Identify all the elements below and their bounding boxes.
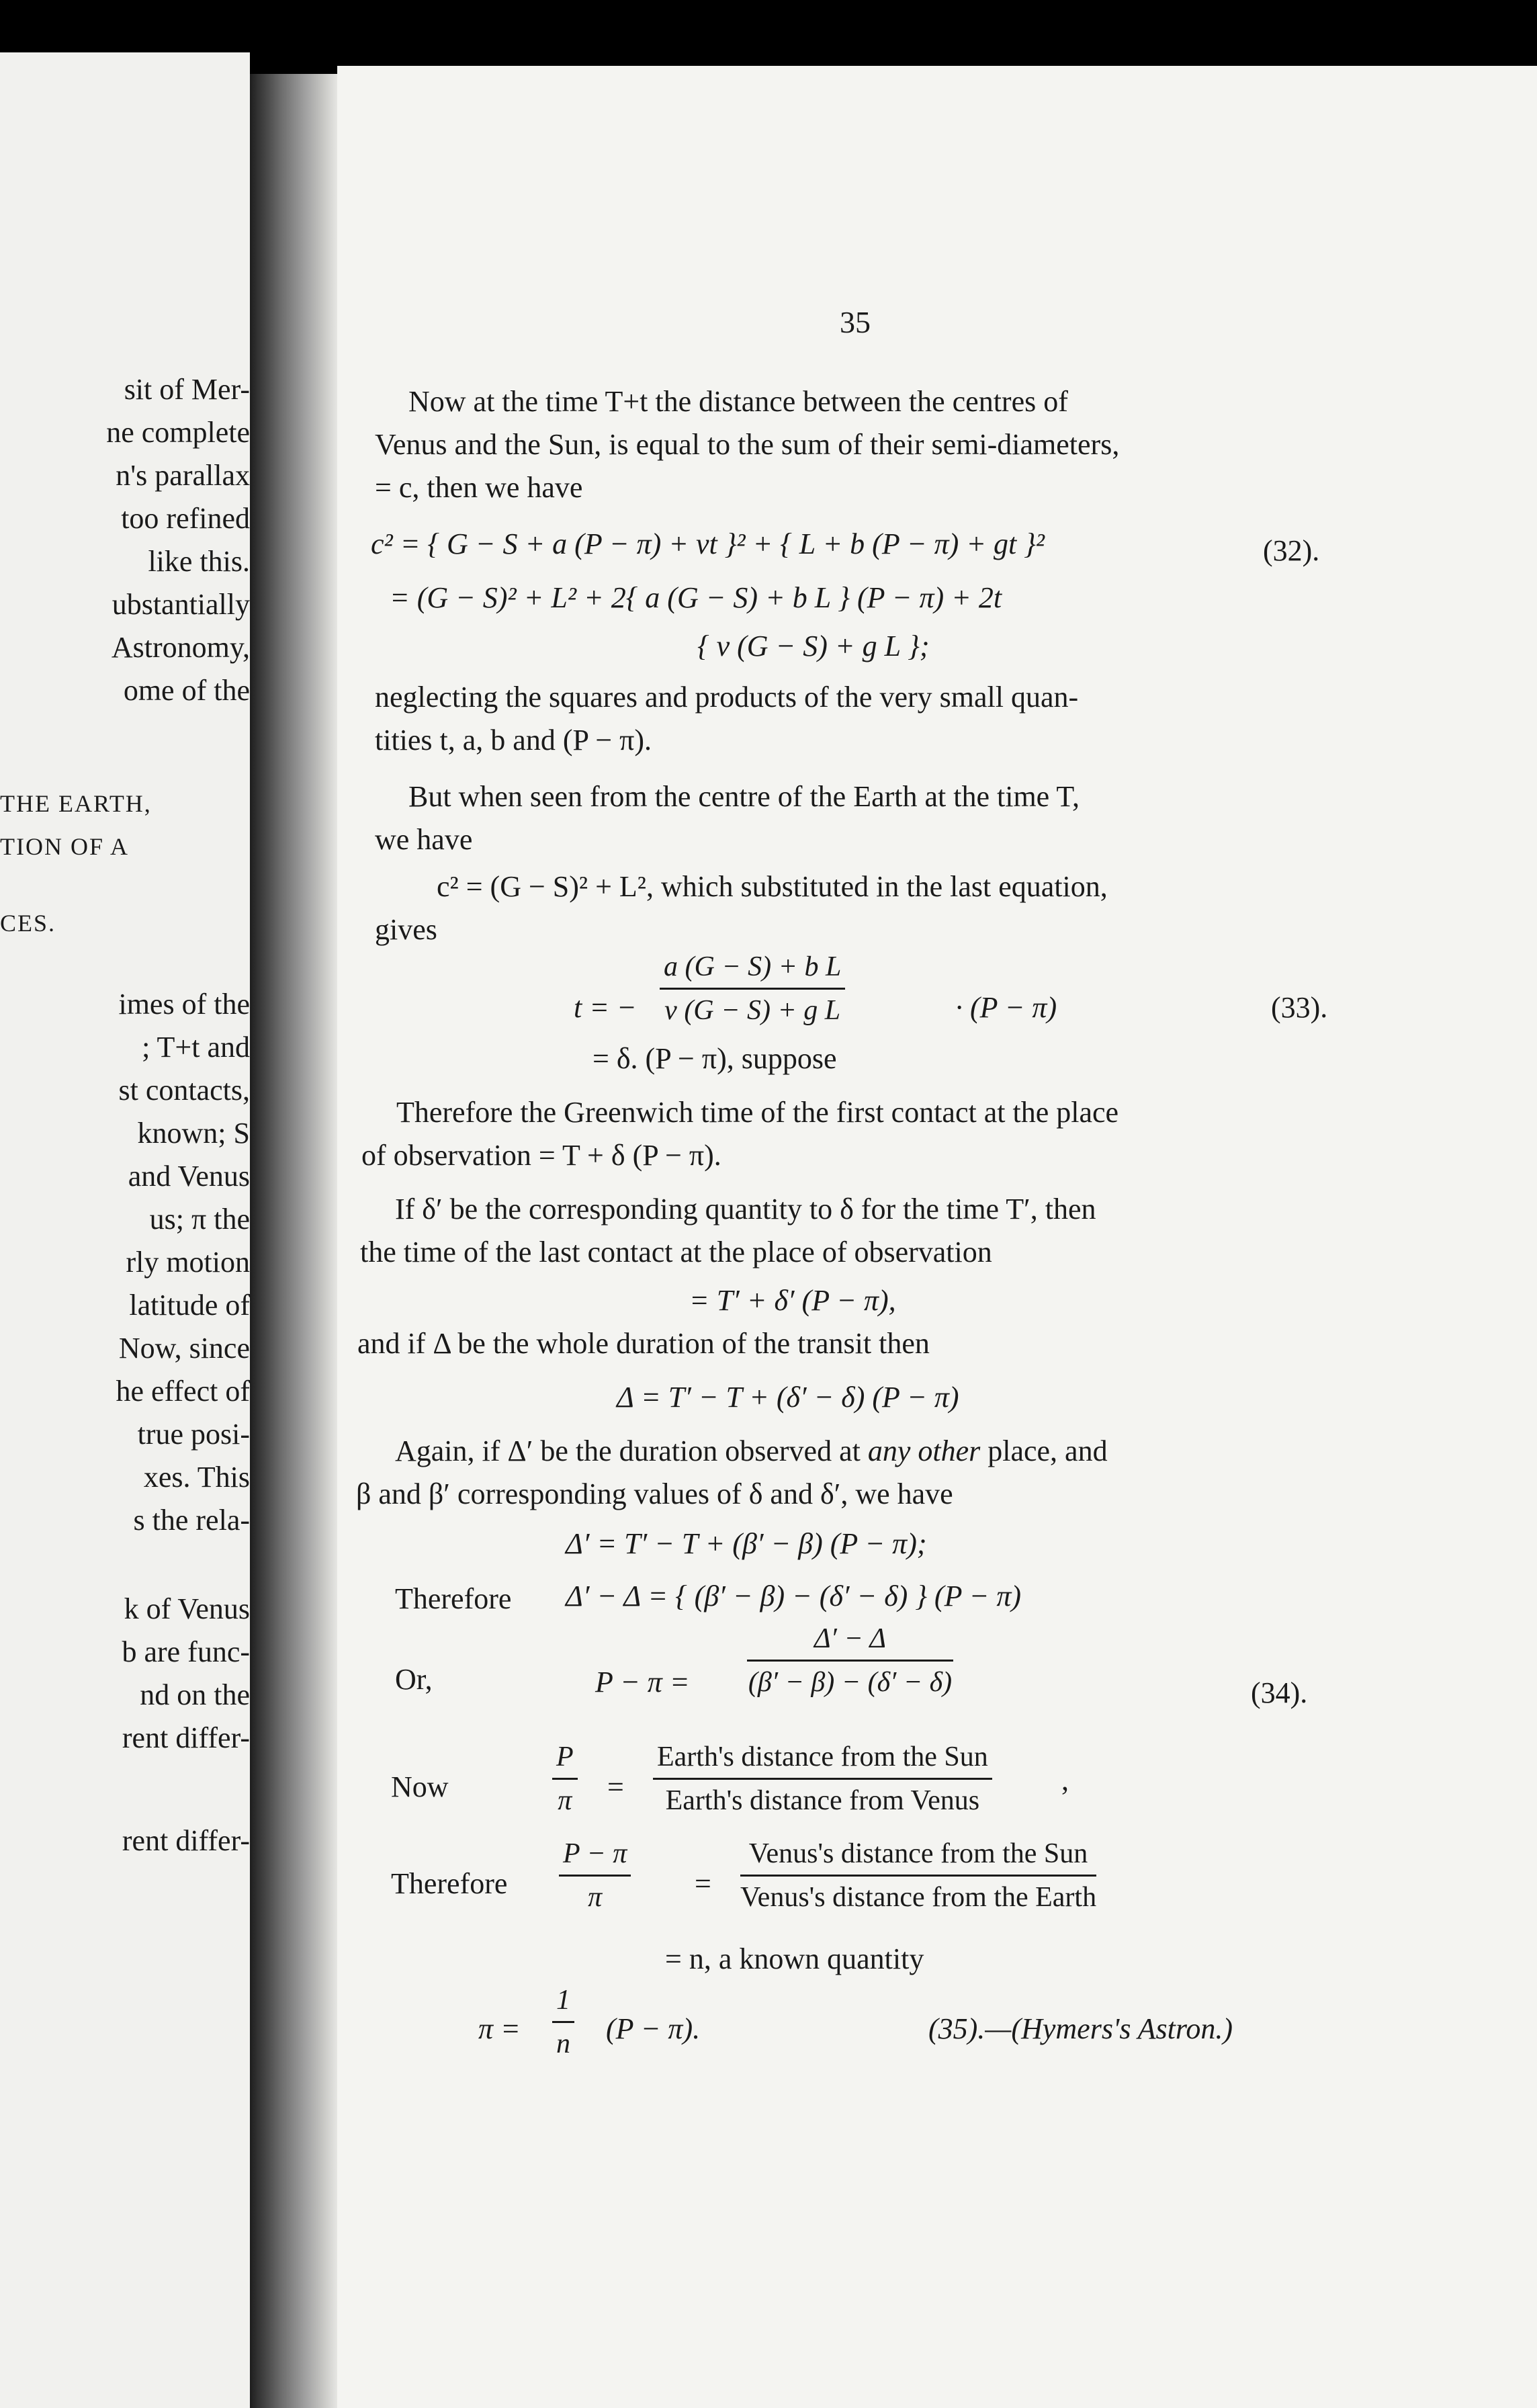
- left-line: s the rela-: [133, 1504, 250, 1537]
- fraction-numerator: P − π: [559, 1840, 631, 1877]
- left-line: n's parallax: [116, 459, 250, 492]
- equation-32-line-1: c² = { G − S + a (P − π) + vt }² + { L + b (P − π) + gt }²: [371, 527, 1045, 560]
- text-line: gives: [375, 913, 437, 946]
- left-line: nd on the: [140, 1678, 250, 1711]
- text-span: Again, if Δ′ be the duration observed at: [395, 1434, 868, 1467]
- equation-34-lhs: P − π =: [595, 1666, 690, 1698]
- text-line: we have: [375, 823, 473, 856]
- text-line: [395, 1436, 1108, 1466]
- text-label: Or,: [395, 1663, 433, 1696]
- fraction-denominator: Venus's distance from the Earth: [740, 1882, 1097, 1913]
- left-line: Now, since: [118, 1332, 250, 1365]
- fraction-denominator: n: [556, 2028, 570, 2059]
- equals-sign: =: [695, 1867, 711, 1900]
- left-line: and Venus: [128, 1160, 250, 1193]
- equation-35-fraction: [552, 1986, 574, 2058]
- left-heading-line: CES.: [0, 910, 56, 937]
- left-line: xes. This: [143, 1461, 250, 1494]
- book-gutter: [250, 74, 337, 2408]
- now-fraction: [552, 1743, 578, 1815]
- left-heading-line: TION OF A: [0, 833, 130, 860]
- left-line: Astronomy,: [111, 631, 250, 664]
- emphasis-text: any other: [867, 1434, 981, 1467]
- left-line: k of Venus: [124, 1592, 250, 1625]
- equation-difference: Δ′ − Δ = { (β′ − β) − (δ′ − δ) } (P − π): [566, 1580, 1022, 1612]
- fraction-denominator: π: [558, 1785, 572, 1816]
- equation-tag-33: (33).: [1271, 991, 1328, 1024]
- therefore-fraction: [559, 1840, 631, 1911]
- left-heading-line: THE EARTH,: [0, 790, 152, 817]
- text-line: Venus and the Sun, is equal to the sum of their semi-diameters,: [375, 428, 1120, 461]
- left-line: true posi-: [137, 1418, 250, 1451]
- fraction-numerator: a (G − S) + b L: [660, 953, 845, 990]
- equation-tag-35-citation: (35).—(Hymers's Astron.): [928, 2012, 1233, 2045]
- left-line: imes of the: [118, 988, 250, 1021]
- fraction-numerator: Venus's distance from the Sun: [740, 1840, 1096, 1877]
- left-line: rly motion: [126, 1246, 250, 1279]
- equation-33-rhs: · (P − π): [955, 991, 1057, 1024]
- text-line: β and β′ corresponding values of δ and δ′, we have: [356, 1477, 953, 1510]
- left-line: sit of Mer-: [124, 373, 250, 406]
- left-page: [0, 52, 250, 2408]
- equation-34-fraction: [747, 1625, 953, 1696]
- text-span: place, and: [980, 1434, 1108, 1467]
- fraction-numerator: 1: [552, 1986, 574, 2023]
- fraction-denominator: (β′ − β) − (δ′ − δ): [748, 1667, 953, 1698]
- equals-sign: =: [607, 1770, 624, 1803]
- equation-33-line-2: = δ. (P − π), suppose: [592, 1042, 837, 1075]
- equation-last-contact: = T′ + δ′ (P − π),: [689, 1284, 896, 1317]
- fraction-numerator: P: [552, 1743, 578, 1780]
- fraction-numerator: Earth's distance from the Sun: [653, 1743, 992, 1780]
- left-line: rent differ-: [122, 1721, 250, 1754]
- equation-duration: Δ = T′ − T + (δ′ − δ) (P − π): [617, 1381, 959, 1414]
- text-line: of observation = T + δ (P − π).: [361, 1139, 721, 1172]
- fraction-denominator: Earth's distance from Venus: [665, 1785, 980, 1816]
- left-line: ne complete: [106, 416, 250, 449]
- text-line: Now at the time T+t the distance between the centres of: [408, 385, 1068, 418]
- text-line: = c, then we have: [375, 471, 583, 504]
- equation-c-squared: c² = (G − S)² + L², which substituted in the last equation,: [437, 870, 1108, 903]
- fraction-numerator: Δ′ − Δ: [747, 1625, 953, 1662]
- text-line: But when seen from the centre of the Earth at the time T,: [408, 780, 1080, 813]
- text-line: neglecting the squares and products of the very small quan-: [375, 681, 1079, 714]
- equation-delta-prime: Δ′ = T′ − T + (β′ − β) (P − π);: [566, 1527, 927, 1560]
- text-label: Now: [391, 1770, 449, 1803]
- equation-tag-34: (34).: [1251, 1676, 1308, 1709]
- text-label: Therefore: [391, 1867, 508, 1900]
- equation-33-fraction: [660, 953, 845, 1025]
- left-line: known; S: [137, 1117, 250, 1150]
- text-line: Therefore the Greenwich time of the first contact at the place: [396, 1096, 1119, 1129]
- page-number: 35: [840, 305, 871, 339]
- text-line: the time of the last contact at the place of observation: [360, 1236, 992, 1268]
- fraction-denominator: v (G − S) + g L: [664, 995, 841, 1026]
- left-line: us; π the: [149, 1203, 250, 1236]
- left-line: b are func-: [122, 1635, 250, 1668]
- left-line: ; T+t and: [142, 1031, 250, 1064]
- text-line: tities t, a, b and (P − π).: [375, 724, 652, 757]
- equation-32-line-2: = (G − S)² + L² + 2{ a (G − S) + b L } (P − π) + 2t: [390, 581, 1002, 614]
- text-line: and if Δ be the whole duration of the transit then: [357, 1327, 930, 1360]
- equation-35-lhs: π =: [478, 2012, 521, 2045]
- equation-35-rhs: (P − π).: [606, 2012, 701, 2045]
- left-line: rent differ-: [122, 1824, 250, 1857]
- equation-tag-32: (32).: [1263, 534, 1320, 567]
- left-line: latitude of: [129, 1289, 250, 1322]
- fraction-denominator: π: [588, 1882, 603, 1913]
- equation-33-lhs: t = −: [574, 991, 637, 1024]
- therefore-ratio-fraction: [740, 1840, 1096, 1911]
- left-line: ome of the: [123, 674, 250, 707]
- left-line: ubstantially: [112, 588, 250, 621]
- text-line: If δ′ be the corresponding quantity to δ for the time T′, then: [395, 1193, 1096, 1226]
- comma: ,: [1061, 1764, 1069, 1797]
- left-line: he effect of: [116, 1375, 250, 1408]
- right-page: [337, 66, 1537, 2408]
- left-line: like this.: [148, 545, 250, 578]
- text-label: Therefore: [395, 1582, 512, 1615]
- left-line: st contacts,: [118, 1074, 250, 1107]
- equation-32-line-3: { v (G − S) + g L };: [697, 630, 930, 662]
- known-quantity-line: = n, a known quantity: [665, 1942, 924, 1975]
- left-line: too refined: [121, 502, 250, 535]
- now-ratio-fraction: [653, 1743, 992, 1815]
